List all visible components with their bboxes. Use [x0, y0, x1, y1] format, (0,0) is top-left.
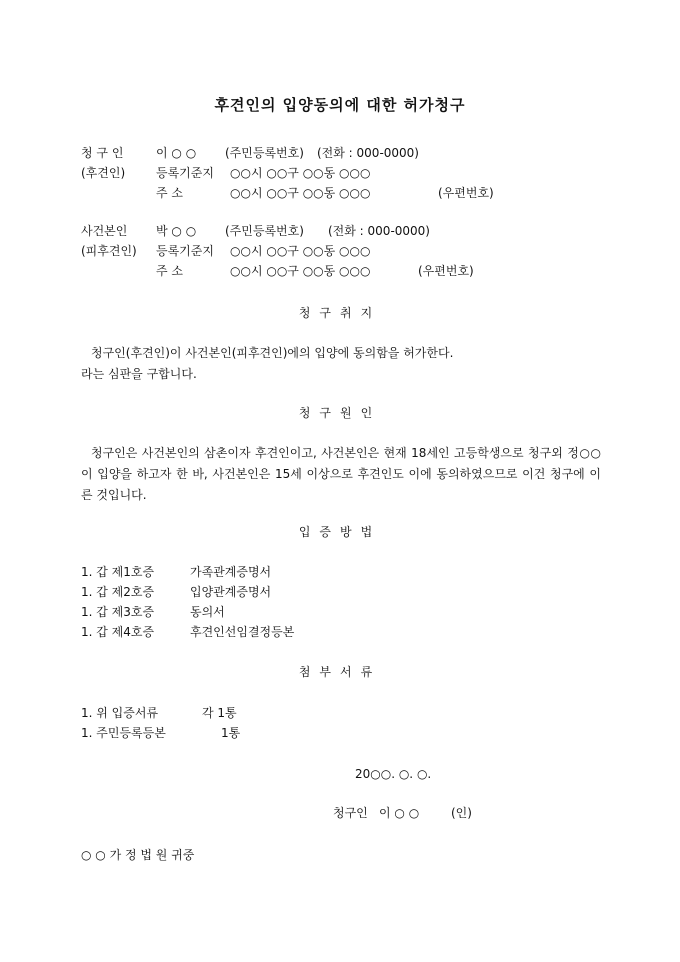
evidence-item-no: 1. 갑 제3호증 — [81, 605, 155, 619]
evidence-item-name: 동의서 — [190, 605, 225, 619]
attachment-item-name: 1. 위 입증서류 — [81, 706, 159, 720]
evidence-item-name: 가족관계증명서 — [190, 565, 272, 579]
claimant-address: ○○시 ○○구 ○○동 ○○○ — [230, 186, 371, 200]
claimant-postal: (우편번호) — [438, 186, 494, 200]
evidence-item-name: 후견인선임결정등본 — [190, 625, 295, 639]
signature-seal: (인) — [451, 806, 472, 820]
principal-phone: (전화 : 000-0000) — [328, 224, 430, 238]
purpose-line2: 라는 심판을 구합니다. — [81, 367, 197, 381]
principal-name: 박 ○ ○ — [156, 224, 197, 238]
cause-paragraph — [81, 443, 601, 506]
principal-domicile: ○○시 ○○구 ○○동 ○○○ — [230, 244, 371, 258]
cause-text: 청구인은 사건본인의 삼촌이자 후견인이고, 사건본인은 현재 18세인 고등학생으로 청구외 정○○이 입양을 하고자 한 바, 사건본인은 15세 이상으로 후견인도 이에 동의하였으므로 이건 청구에 이른 것입니다. — [81, 446, 601, 502]
principal-id-note: (주민등록번호) — [225, 224, 304, 238]
principal-address-label: 주 소 — [156, 264, 183, 278]
signature-label: 청구인 — [333, 806, 368, 820]
claimant-address-label: 주 소 — [156, 186, 183, 200]
claimant-domicile: ○○시 ○○구 ○○동 ○○○ — [230, 166, 371, 180]
purpose-line1: 청구인(후견인)이 사건본인(피후견인)에의 입양에 동의함을 허가한다. — [91, 346, 454, 360]
claimant-label: 청 구 인 — [81, 146, 124, 160]
court-addressee: ○ ○ 가 정 법 원 귀중 — [81, 848, 195, 862]
attachment-item-name: 1. 주민등록등본 — [81, 726, 166, 740]
purpose-heading: 청구취지 — [298, 306, 382, 320]
evidence-item-no: 1. 갑 제1호증 — [81, 565, 155, 579]
principal-address: ○○시 ○○구 ○○동 ○○○ — [230, 264, 371, 278]
claimant-phone: (전화 : 000-0000) — [317, 146, 419, 160]
attachment-item-count: 각 1통 — [202, 706, 237, 720]
document-date: 20○○. ○. ○. — [355, 767, 432, 781]
document-title: 후견인의 입양동의에 대한 허가청구 — [214, 96, 466, 114]
cause-heading: 청구원인 — [298, 406, 382, 420]
principal-label-sub: (피후견인) — [81, 244, 137, 258]
signature-name: 이 ○ ○ — [379, 806, 420, 820]
claimant-label-sub: (후견인) — [81, 166, 126, 180]
principal-label: 사건본인 — [81, 224, 128, 238]
claimant-name: 이 ○ ○ — [156, 146, 197, 160]
claimant-id-note: (주민등록번호) — [225, 146, 304, 160]
evidence-item-no: 1. 갑 제4호증 — [81, 625, 155, 639]
claimant-domicile-label: 등록기준지 — [156, 166, 214, 180]
evidence-item-name: 입양관계증명서 — [190, 585, 272, 599]
attachment-item-count: 1통 — [221, 726, 241, 740]
principal-domicile-label: 등록기준지 — [156, 244, 214, 258]
principal-postal: (우편번호) — [418, 264, 474, 278]
evidence-item-no: 1. 갑 제2호증 — [81, 585, 155, 599]
evidence-heading: 입증방법 — [298, 525, 382, 539]
attachments-heading: 첨부서류 — [298, 665, 382, 679]
